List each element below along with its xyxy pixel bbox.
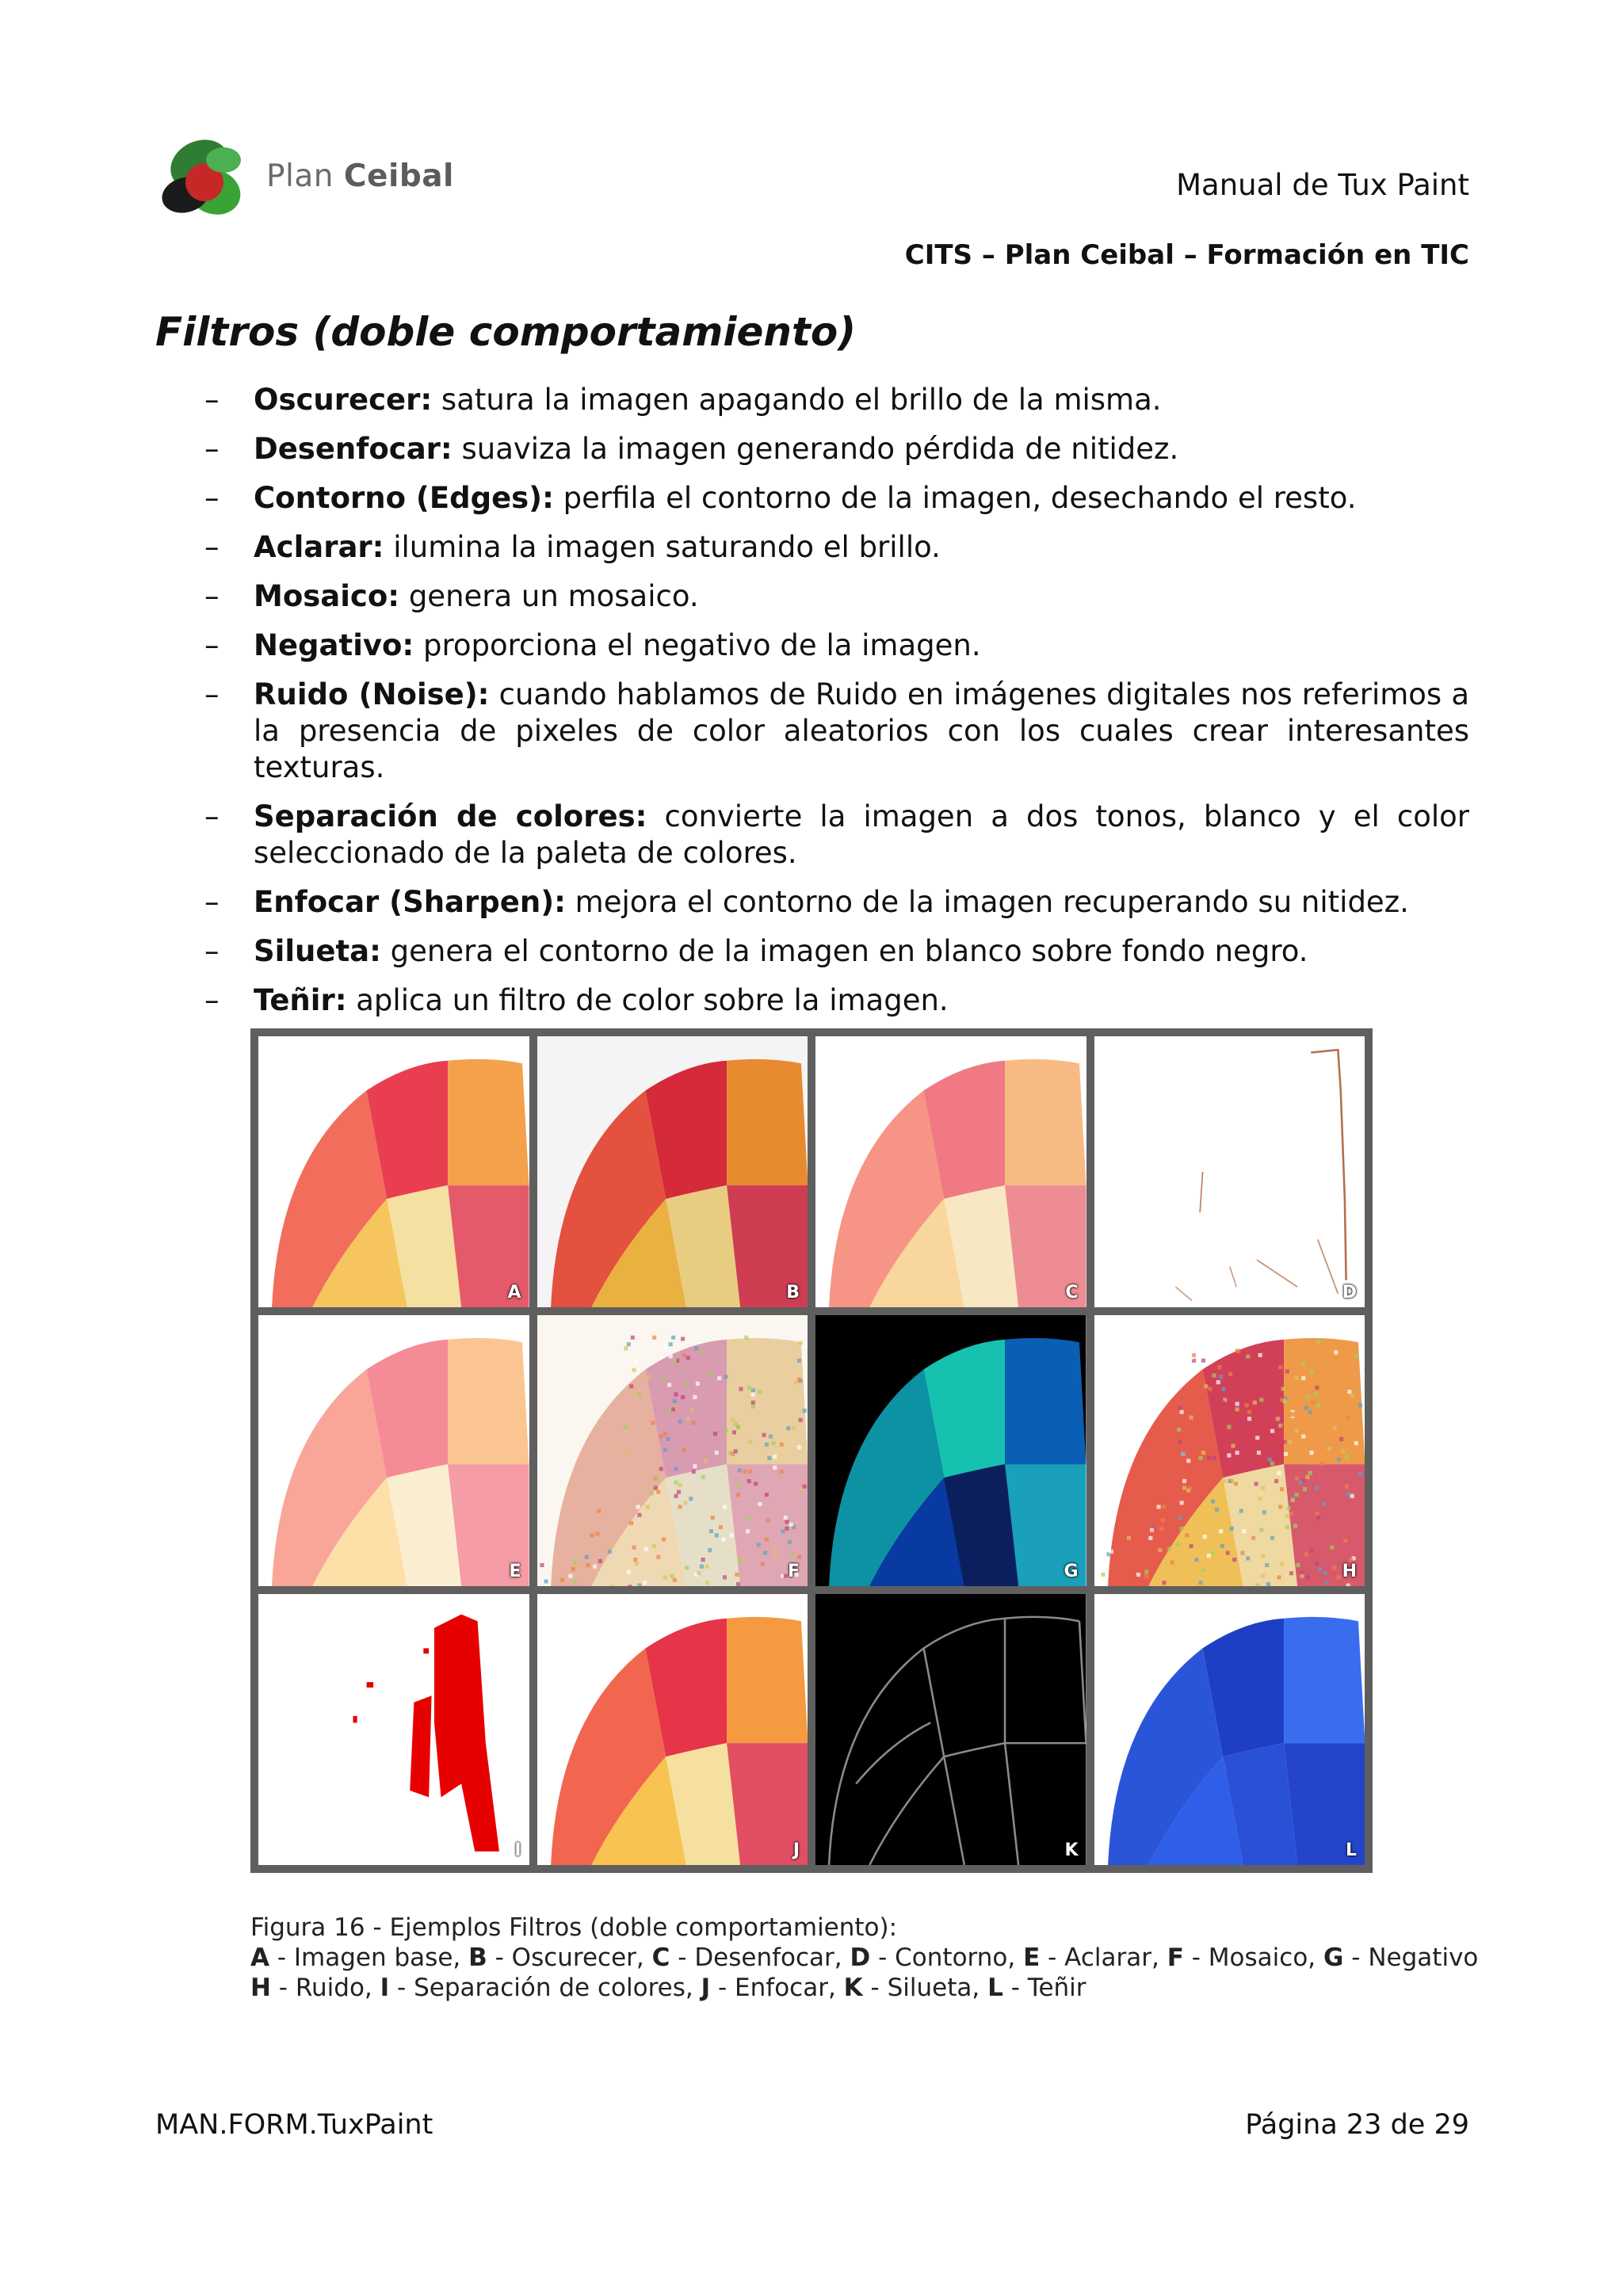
filter-description: proporciona el negativo de la imagen. xyxy=(414,628,981,662)
caption-legend-line: A - Imagen base, B - Oscurecer, C - Desenfocar, D - Contorno, E - Aclarar, F - Mosaico, G - Negativo xyxy=(250,1943,1479,1972)
filter-example-tile xyxy=(258,1594,529,1865)
filter-term: Teñir: xyxy=(254,983,347,1017)
dash-bullet: – xyxy=(204,481,220,515)
dash-bullet: – xyxy=(204,677,220,711)
balloon-image xyxy=(537,1315,808,1586)
filter-list-item xyxy=(204,382,1469,418)
filter-example-tile xyxy=(537,1315,808,1586)
caption-filter-name: Imagen base xyxy=(293,1943,453,1972)
footer-doc-code: MAN.FORM.TuxPaint xyxy=(155,2109,433,2141)
caption-letter: A xyxy=(250,1943,269,1972)
caption-letter: K xyxy=(843,1974,863,2002)
balloon-image xyxy=(815,1315,1086,1586)
filter-term: Ruido (Noise): xyxy=(254,677,490,711)
filter-term: Oscurecer: xyxy=(254,383,433,417)
caption-filter-name: Aclarar xyxy=(1064,1943,1151,1972)
footer-page-number: Página 23 de 29 xyxy=(1245,2109,1469,2141)
balloon-image xyxy=(537,1594,808,1865)
filter-description: convierte la imagen a dos tonos, blanco y el color seleccionado de la paleta de colores. xyxy=(254,799,1469,870)
section-title: Filtros (doble comportamiento) xyxy=(155,309,857,355)
caption-letter: F xyxy=(1167,1943,1184,1972)
balloon-image xyxy=(537,1036,808,1307)
filter-example-tile xyxy=(1094,1594,1365,1865)
filter-list-item xyxy=(204,799,1469,871)
caption-filter-name: Oscurecer xyxy=(511,1943,636,1972)
filter-description: cuando hablamos de Ruido en imágenes digitales nos referimos a la presencia de pixeles de color aleatorios con los cuales crear interesantes texturas. xyxy=(254,677,1469,784)
silhouette-image xyxy=(815,1594,1086,1865)
filter-list-item xyxy=(204,480,1469,517)
dash-bullet: – xyxy=(204,885,220,919)
filter-description: genera el contorno de la imagen en blanco sobre fondo negro. xyxy=(380,934,1308,968)
filter-description: aplica un filtro de color sobre la imagen. xyxy=(346,983,949,1017)
dash-bullet: – xyxy=(204,383,220,417)
dash-bullet: – xyxy=(204,579,220,613)
balloon-image xyxy=(815,1036,1086,1307)
caption-filter-name: Silueta xyxy=(887,1974,972,2002)
caption-filter-name: Enfocar xyxy=(735,1974,828,2002)
caption-filter-name: Teñir xyxy=(1027,1974,1086,2002)
filter-example-tile xyxy=(815,1315,1086,1586)
balloon-image xyxy=(1094,1594,1365,1865)
filter-example-tile xyxy=(537,1594,808,1865)
tile-label: E xyxy=(509,1562,521,1581)
filter-term: Desenfocar: xyxy=(254,432,453,466)
filter-term: Silueta: xyxy=(254,934,381,968)
tile-label: I xyxy=(514,1840,521,1860)
dash-bullet: – xyxy=(204,799,220,833)
filter-list xyxy=(204,382,1469,1032)
caption-letter: H xyxy=(250,1974,271,2002)
tile-label: D xyxy=(1342,1283,1357,1302)
filter-description: ilumina la imagen saturando el brillo. xyxy=(384,530,941,564)
figure-caption xyxy=(250,1913,1478,2003)
filter-list-item xyxy=(204,677,1469,786)
filter-examples-figure xyxy=(250,1028,1373,1873)
filter-term: Enfocar (Sharpen): xyxy=(254,885,566,919)
caption-filter-name: Desenfocar xyxy=(694,1943,834,1972)
tile-label: K xyxy=(1064,1840,1079,1860)
filter-example-tile xyxy=(537,1036,808,1307)
tile-label: H xyxy=(1342,1562,1357,1581)
caption-letter: J xyxy=(701,1974,711,2002)
filter-example-tile xyxy=(1094,1036,1365,1307)
filter-term: Negativo: xyxy=(254,628,414,662)
filter-term: Separación de colores: xyxy=(254,799,647,833)
separation-image xyxy=(258,1594,529,1865)
filter-term: Aclarar: xyxy=(254,530,384,564)
filter-term: Mosaico: xyxy=(254,579,400,613)
filter-example-tile xyxy=(258,1315,529,1586)
tile-label: F xyxy=(787,1562,800,1581)
caption-filter-name: Mosaico xyxy=(1208,1943,1308,1972)
caption-letter: L xyxy=(987,1974,1003,2002)
filter-list-item xyxy=(204,529,1469,566)
filter-list-item xyxy=(204,884,1469,921)
balloon-image xyxy=(1094,1315,1365,1586)
tile-label: J xyxy=(792,1840,800,1860)
dash-bullet: – xyxy=(204,934,220,968)
balloon-image xyxy=(258,1315,529,1586)
dash-bullet: – xyxy=(204,628,220,662)
filter-example-tile xyxy=(1094,1315,1365,1586)
logo-wordmark: Plan Ceibal xyxy=(266,158,454,194)
filter-example-tile xyxy=(258,1036,529,1307)
caption-letter: B xyxy=(468,1943,487,1972)
filter-example-tile xyxy=(815,1594,1086,1865)
filter-term: Contorno (Edges): xyxy=(254,481,554,515)
filter-description: genera un mosaico. xyxy=(399,579,699,613)
filter-example-tile xyxy=(815,1036,1086,1307)
filter-description: perfila el contorno de la imagen, desechando el resto. xyxy=(553,481,1357,515)
caption-title: Figura 16 - Ejemplos Filtros (doble comportamiento): xyxy=(250,1913,898,1942)
filter-list-item xyxy=(204,627,1469,664)
caption-filter-name: Contorno xyxy=(895,1943,1008,1972)
document-subtitle: CITS – Plan Ceibal – Formación en TIC xyxy=(904,239,1469,271)
filter-list-item xyxy=(204,578,1469,615)
filter-description: mejora el contorno de la imagen recuperando su nitidez. xyxy=(565,885,1409,919)
tile-label: L xyxy=(1345,1840,1357,1860)
tile-label: B xyxy=(786,1283,800,1302)
tile-label: G xyxy=(1064,1562,1079,1581)
dash-bullet: – xyxy=(204,983,220,1017)
filter-list-item xyxy=(204,431,1469,467)
caption-letter: D xyxy=(850,1943,871,1972)
balloon-image xyxy=(258,1036,529,1307)
filter-description: satura la imagen apagando el brillo de la misma. xyxy=(432,383,1162,417)
caption-letter: G xyxy=(1323,1943,1344,1972)
caption-letter: I xyxy=(380,1974,390,2002)
caption-filter-name: Negativo xyxy=(1368,1943,1479,1972)
caption-letter: C xyxy=(651,1943,670,1972)
caption-filter-name: Ruido xyxy=(295,1974,365,2002)
caption-legend-line: H - Ruido, I - Separación de colores, J - Enfocar, K - Silueta, L - Teñir xyxy=(250,1974,1086,2002)
document-title: Manual de Tux Paint xyxy=(1176,168,1469,202)
edges-image xyxy=(1094,1036,1365,1307)
filter-description: suaviza la imagen generando pérdida de nitidez. xyxy=(452,432,1179,466)
dash-bullet: – xyxy=(204,530,220,564)
filter-list-item xyxy=(204,933,1469,970)
caption-letter: E xyxy=(1023,1943,1041,1972)
dash-bullet: – xyxy=(204,432,220,466)
caption-filter-name: Separación de colores xyxy=(414,1974,685,2002)
filter-list-item xyxy=(204,982,1469,1019)
tile-label: C xyxy=(1065,1283,1079,1302)
tile-label: A xyxy=(507,1283,521,1302)
